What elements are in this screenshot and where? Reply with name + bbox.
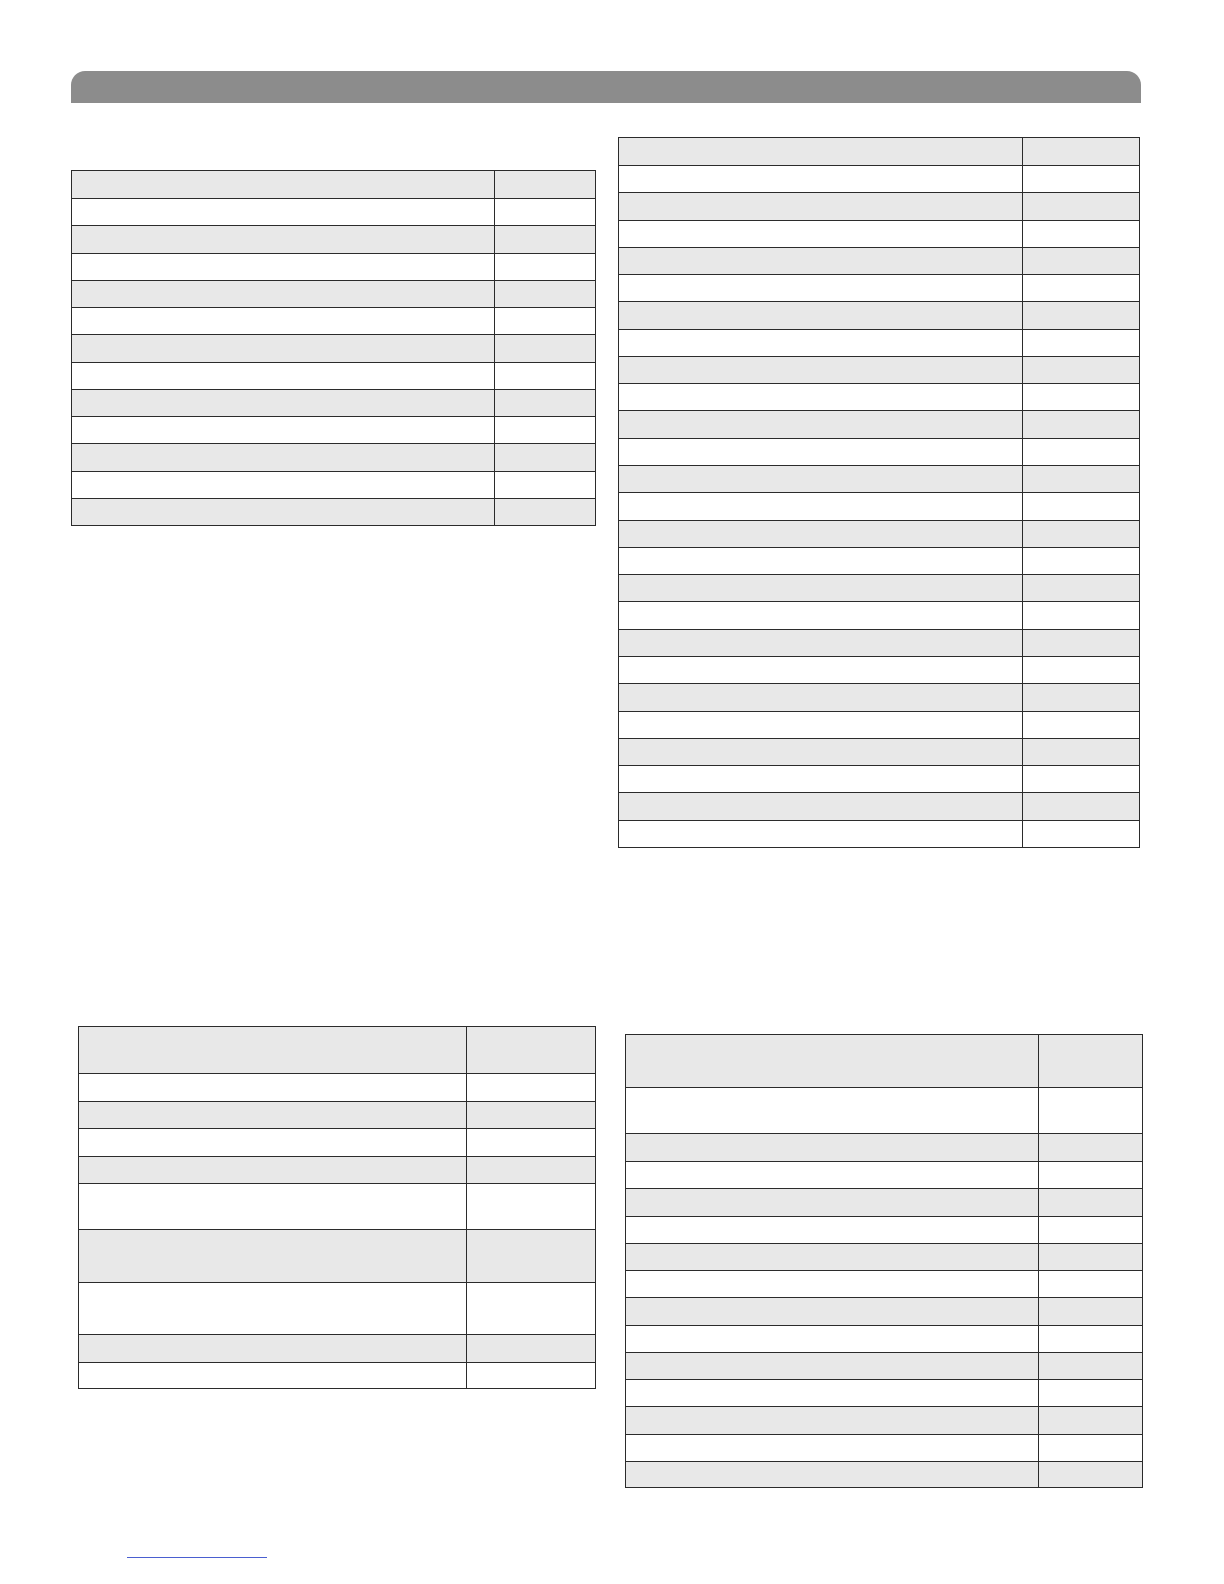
row-label-cell <box>79 1230 467 1283</box>
row-label-cell <box>619 221 1023 248</box>
table-row <box>72 171 596 199</box>
row-label-cell <box>626 1088 1039 1134</box>
row-label-cell <box>72 390 495 417</box>
row-label-cell <box>619 384 1023 411</box>
row-label-cell <box>626 1435 1039 1462</box>
table-row <box>72 335 596 363</box>
row-label-cell <box>626 1353 1039 1380</box>
row-value-cell <box>467 1363 596 1389</box>
row-value-cell <box>1023 521 1140 548</box>
row-value-cell <box>1039 1271 1143 1298</box>
row-value-cell <box>495 254 596 281</box>
table-row <box>626 1435 1143 1462</box>
table-row <box>619 248 1140 275</box>
row-label-cell <box>619 766 1023 793</box>
row-value-cell <box>495 335 596 363</box>
table-row <box>79 1335 596 1363</box>
table-row <box>619 275 1140 302</box>
row-label-cell <box>626 1244 1039 1271</box>
row-value-cell <box>1023 657 1140 684</box>
row-value-cell <box>495 226 596 254</box>
row-value-cell <box>467 1283 596 1335</box>
row-label-cell <box>619 248 1023 275</box>
row-value-cell <box>1023 302 1140 330</box>
row-label-cell <box>72 254 495 281</box>
row-label-cell <box>619 302 1023 330</box>
table-row <box>619 712 1140 739</box>
table-row <box>619 575 1140 602</box>
row-value-cell <box>1039 1189 1143 1217</box>
row-value-cell <box>1023 684 1140 712</box>
row-label-cell <box>626 1217 1039 1244</box>
table-row <box>79 1157 596 1184</box>
row-value-cell <box>1023 248 1140 275</box>
row-value-cell <box>1039 1217 1143 1244</box>
row-value-cell <box>1023 357 1140 384</box>
row-label-cell <box>72 444 495 472</box>
table-row <box>72 199 596 226</box>
header-bar <box>71 71 1141 103</box>
row-label-cell <box>619 712 1023 739</box>
row-label-cell <box>619 357 1023 384</box>
table-row <box>72 499 596 526</box>
row-value-cell <box>1023 766 1140 793</box>
row-value-cell <box>495 281 596 308</box>
row-label-cell <box>72 308 495 335</box>
row-label-cell <box>619 548 1023 575</box>
row-label-cell <box>79 1102 467 1129</box>
table-row <box>619 221 1140 248</box>
row-value-cell <box>495 199 596 226</box>
table-row <box>619 302 1140 330</box>
table-row <box>619 657 1140 684</box>
table-row <box>619 384 1140 411</box>
row-value-cell <box>467 1230 596 1283</box>
table-row <box>619 466 1140 493</box>
table-row <box>626 1134 1143 1162</box>
row-label-cell <box>72 499 495 526</box>
row-label-cell <box>626 1035 1039 1088</box>
row-value-cell <box>1023 493 1140 521</box>
row-label-cell <box>79 1363 467 1389</box>
table-row <box>619 330 1140 357</box>
table-row <box>72 254 596 281</box>
row-value-cell <box>1039 1035 1143 1088</box>
row-label-cell <box>619 521 1023 548</box>
table-top-left <box>71 170 596 526</box>
table-row <box>619 821 1140 848</box>
row-value-cell <box>1039 1435 1143 1462</box>
row-label-cell <box>619 275 1023 302</box>
table-row <box>626 1162 1143 1189</box>
row-label-cell <box>626 1326 1039 1353</box>
table-row <box>619 138 1140 166</box>
row-value-cell <box>1039 1353 1143 1380</box>
row-value-cell <box>1023 630 1140 657</box>
row-value-cell <box>1023 466 1140 493</box>
table-row <box>619 357 1140 384</box>
row-label-cell <box>626 1462 1039 1488</box>
row-label-cell <box>72 417 495 444</box>
table-row <box>626 1407 1143 1435</box>
table-row <box>79 1027 596 1074</box>
table-row <box>626 1189 1143 1217</box>
table-row <box>619 739 1140 766</box>
table-row <box>626 1326 1143 1353</box>
table-row <box>79 1102 596 1129</box>
table-row <box>72 417 596 444</box>
row-label-cell <box>619 466 1023 493</box>
row-label-cell <box>619 439 1023 466</box>
table-row <box>619 521 1140 548</box>
row-value-cell <box>467 1027 596 1074</box>
row-label-cell <box>619 193 1023 221</box>
table-row <box>619 411 1140 439</box>
table-row <box>619 602 1140 630</box>
row-value-cell <box>1039 1244 1143 1271</box>
row-label-cell <box>626 1298 1039 1326</box>
row-value-cell <box>1023 275 1140 302</box>
table-row <box>72 226 596 254</box>
table-row <box>72 363 596 390</box>
row-value-cell <box>467 1074 596 1102</box>
row-value-cell <box>495 444 596 472</box>
table-row <box>79 1230 596 1283</box>
row-label-cell <box>72 199 495 226</box>
row-value-cell <box>1039 1134 1143 1162</box>
table-row <box>619 493 1140 521</box>
row-value-cell <box>467 1157 596 1184</box>
row-label-cell <box>619 793 1023 821</box>
row-value-cell <box>495 472 596 499</box>
row-value-cell <box>1039 1162 1143 1189</box>
row-label-cell <box>619 330 1023 357</box>
row-label-cell <box>79 1283 467 1335</box>
table-row <box>72 308 596 335</box>
table-row <box>79 1283 596 1335</box>
table-row <box>72 472 596 499</box>
row-value-cell <box>467 1102 596 1129</box>
table-row <box>79 1363 596 1389</box>
table-row <box>72 281 596 308</box>
row-label-cell <box>619 630 1023 657</box>
row-value-cell <box>495 308 596 335</box>
row-value-cell <box>1023 575 1140 602</box>
row-label-cell <box>626 1380 1039 1407</box>
table-row <box>619 793 1140 821</box>
table-row <box>626 1217 1143 1244</box>
row-value-cell <box>1023 166 1140 193</box>
row-value-cell <box>1023 821 1140 848</box>
table-row <box>72 390 596 417</box>
table-row <box>79 1184 596 1230</box>
row-value-cell <box>1023 739 1140 766</box>
table-row <box>619 630 1140 657</box>
row-label-cell <box>626 1271 1039 1298</box>
row-label-cell <box>619 166 1023 193</box>
table-row <box>619 548 1140 575</box>
row-label-cell <box>79 1129 467 1157</box>
row-label-cell <box>79 1074 467 1102</box>
row-value-cell <box>495 171 596 199</box>
row-value-cell <box>1023 221 1140 248</box>
row-label-cell <box>619 138 1023 166</box>
row-value-cell <box>495 417 596 444</box>
row-value-cell <box>1039 1407 1143 1435</box>
row-value-cell <box>1039 1088 1143 1134</box>
row-label-cell <box>626 1407 1039 1435</box>
table-row <box>79 1074 596 1102</box>
table-bottom-right <box>625 1034 1143 1488</box>
row-label-cell <box>619 739 1023 766</box>
row-value-cell <box>467 1129 596 1157</box>
row-label-cell <box>626 1189 1039 1217</box>
table-row <box>626 1353 1143 1380</box>
row-label-cell <box>619 411 1023 439</box>
row-label-cell <box>72 363 495 390</box>
table-top-right <box>618 137 1140 848</box>
row-value-cell <box>1023 439 1140 466</box>
row-value-cell <box>1039 1462 1143 1488</box>
footer-link-underline[interactable] <box>127 1557 267 1558</box>
row-value-cell <box>495 499 596 526</box>
table-row <box>626 1035 1143 1088</box>
row-value-cell <box>1023 330 1140 357</box>
table-bottom-left <box>78 1026 596 1389</box>
row-value-cell <box>1039 1298 1143 1326</box>
table-row <box>619 766 1140 793</box>
row-value-cell <box>1023 384 1140 411</box>
table-row <box>626 1380 1143 1407</box>
table-row <box>619 684 1140 712</box>
row-value-cell <box>1023 138 1140 166</box>
row-label-cell <box>619 684 1023 712</box>
row-value-cell <box>1039 1326 1143 1353</box>
row-value-cell <box>495 363 596 390</box>
row-label-cell <box>619 602 1023 630</box>
table-row <box>626 1088 1143 1134</box>
table-row <box>626 1244 1143 1271</box>
row-value-cell <box>1023 793 1140 821</box>
table-row <box>626 1462 1143 1488</box>
row-label-cell <box>626 1134 1039 1162</box>
table-row <box>72 444 596 472</box>
row-label-cell <box>619 821 1023 848</box>
row-label-cell <box>79 1027 467 1074</box>
row-label-cell <box>619 575 1023 602</box>
row-value-cell <box>467 1184 596 1230</box>
row-label-cell <box>79 1335 467 1363</box>
row-label-cell <box>72 281 495 308</box>
row-label-cell <box>72 335 495 363</box>
table-row <box>619 193 1140 221</box>
table-row <box>79 1129 596 1157</box>
row-label-cell <box>72 171 495 199</box>
row-value-cell <box>1023 411 1140 439</box>
table-row <box>619 439 1140 466</box>
row-value-cell <box>1023 712 1140 739</box>
row-value-cell <box>1023 193 1140 221</box>
row-label-cell <box>79 1157 467 1184</box>
row-label-cell <box>79 1184 467 1230</box>
table-row <box>626 1271 1143 1298</box>
row-label-cell <box>626 1162 1039 1189</box>
row-label-cell <box>619 657 1023 684</box>
row-value-cell <box>1023 548 1140 575</box>
row-value-cell <box>495 390 596 417</box>
table-row <box>626 1298 1143 1326</box>
row-value-cell <box>1039 1380 1143 1407</box>
row-label-cell <box>619 493 1023 521</box>
row-label-cell <box>72 472 495 499</box>
row-label-cell <box>72 226 495 254</box>
table-row <box>619 166 1140 193</box>
row-value-cell <box>467 1335 596 1363</box>
row-value-cell <box>1023 602 1140 630</box>
